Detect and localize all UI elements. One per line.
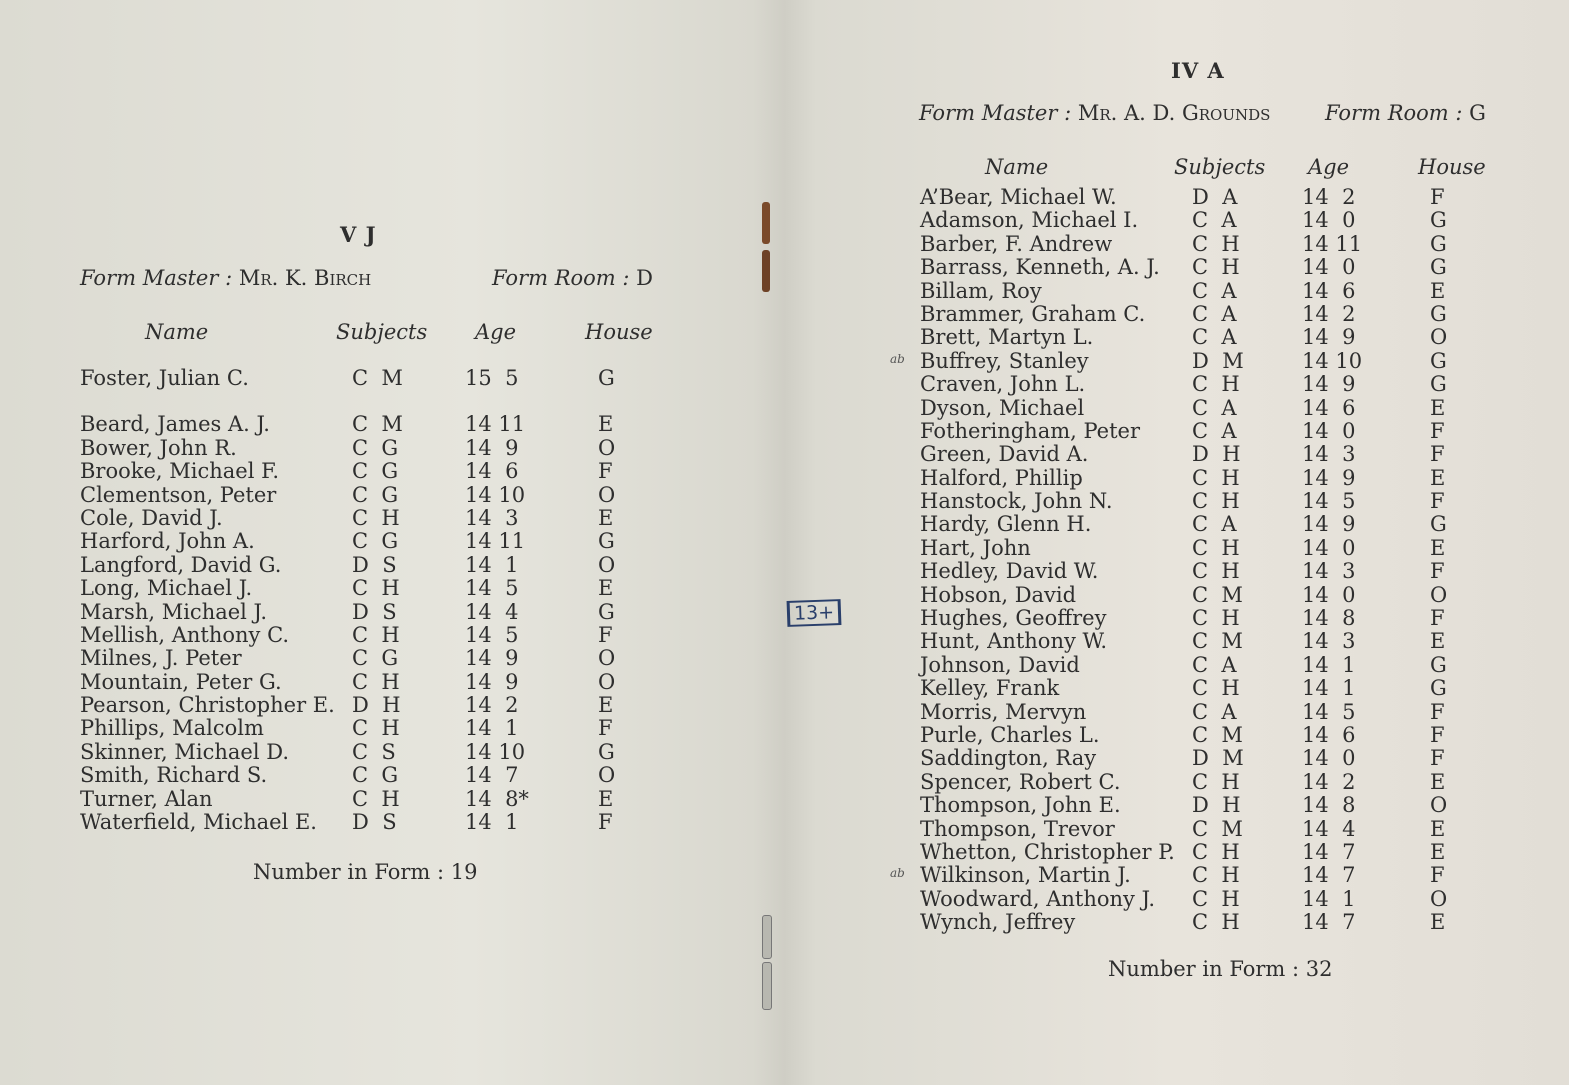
table-row (80, 484, 680, 507)
row-house: E (1430, 769, 1446, 794)
table-row (920, 771, 1540, 794)
form-master-label: Form Master : (80, 266, 233, 290)
form-room-value: D (636, 266, 653, 290)
row-subjects: C H (352, 622, 400, 647)
row-subjects: C A (1192, 652, 1237, 677)
row-age: 14 11 (465, 412, 526, 437)
row-age: 14 9 (465, 669, 519, 694)
row-age: 14 0 (1302, 418, 1356, 443)
row-name: Clementson, Peter (80, 482, 277, 507)
row-name: Barber, F. Andrew (920, 231, 1113, 256)
left-page (0, 0, 770, 1085)
row-name: Halford, Phillip (920, 465, 1083, 490)
row-age: 14 1 (465, 552, 519, 577)
table-row (920, 490, 1540, 513)
row-name: Purle, Charles L. (920, 722, 1100, 747)
row-house: E (1430, 465, 1446, 490)
row-subjects: C G (352, 763, 399, 788)
row-house: F (1430, 722, 1445, 747)
row-house: F (598, 810, 613, 835)
row-house: G (1430, 372, 1447, 397)
table-row (920, 326, 1540, 349)
row-age: 14 7 (1302, 839, 1356, 864)
table-row (80, 530, 680, 553)
row-house: O (1430, 793, 1448, 818)
row-house: E (1430, 629, 1446, 654)
form-title: IV A (1171, 58, 1225, 83)
header-house: House (1418, 155, 1486, 179)
row-age: 14 8* (465, 786, 529, 811)
row-subjects: C G (352, 459, 399, 484)
row-subjects: C H (352, 716, 400, 741)
staple-bottom-1 (762, 915, 772, 959)
row-name: Waterfield, Michael E. (80, 810, 317, 835)
row-age: 14 9 (1302, 372, 1356, 397)
row-house: F (1430, 699, 1445, 724)
form-room-value: G (1469, 101, 1486, 125)
row-name: Buffrey, Stanley (920, 348, 1089, 373)
row-age: 14 5 (1302, 699, 1356, 724)
header-subjects: Subjects (336, 320, 428, 344)
row-subjects: C G (352, 529, 399, 554)
table-row (80, 811, 680, 834)
row-name: Hughes, Geoffrey (920, 606, 1107, 631)
row-age: 14 0 (1302, 746, 1356, 771)
row-house: G (1430, 676, 1447, 701)
table-row (920, 818, 1540, 841)
row-house: G (1430, 652, 1447, 677)
row-age: 14 8 (1302, 606, 1356, 631)
row-subjects: C M (1192, 582, 1243, 607)
row-subjects: C H (1192, 839, 1240, 864)
table-row (920, 256, 1540, 279)
row-age: 14 1 (465, 716, 519, 741)
row-age: 14 3 (1302, 629, 1356, 654)
table-row (80, 717, 680, 740)
row-subjects: C H (1192, 886, 1240, 911)
row-house: F (1430, 746, 1445, 771)
table-row (920, 584, 1540, 607)
staple-top-1 (762, 202, 770, 244)
table-row (80, 367, 680, 390)
row-subjects: C H (1192, 255, 1240, 280)
row-age: 14 6 (465, 459, 519, 484)
row-name: Brammer, Graham C. (920, 301, 1146, 326)
row-house: G (1430, 255, 1447, 280)
number-in-form: Number in Form : 32 (1108, 957, 1333, 981)
row-subjects: C M (352, 366, 403, 390)
row-age: 14 2 (465, 693, 519, 718)
left-table (80, 367, 680, 834)
row-subjects: C H (1192, 606, 1240, 631)
row-house: E (1430, 395, 1446, 420)
row-house: E (1430, 535, 1446, 560)
row-name: Woodward, Anthony J. (920, 886, 1156, 911)
row-house: F (1430, 606, 1445, 631)
row-name: Mellish, Anthony C. (80, 622, 290, 647)
table-row (80, 413, 680, 436)
row-name: Spencer, Robert C. (920, 769, 1121, 794)
row-age: 14 10 (465, 482, 526, 507)
row-house: E (598, 505, 614, 530)
form-room (1325, 101, 1486, 125)
row-age: 14 3 (465, 505, 519, 530)
table-row (920, 209, 1540, 232)
row-subjects: C H (1192, 489, 1240, 514)
row-name: Harford, John A. (80, 529, 255, 554)
row-subjects: C A (1192, 325, 1237, 350)
row-name: Barrass, Kenneth, A. J. (920, 255, 1160, 280)
row-age: 14 7 (1302, 910, 1356, 935)
row-house: G (1430, 301, 1447, 326)
table-row (80, 624, 680, 647)
row-house: E (1430, 910, 1446, 935)
table-row (920, 888, 1540, 911)
row-name: Morris, Mervyn (920, 699, 1087, 724)
table-row (80, 601, 680, 624)
row-age: 14 0 (1302, 535, 1356, 560)
row-house: E (598, 412, 614, 437)
table-row (80, 764, 680, 787)
row-name: Saddington, Ray (920, 746, 1097, 771)
row-name: Bower, John R. (80, 435, 237, 460)
row-name: Skinner, Michael D. (80, 739, 289, 764)
row-age: 14 9 (1302, 325, 1356, 350)
table-row (80, 694, 680, 717)
row-house: G (598, 739, 615, 764)
row-house: G (1430, 512, 1447, 537)
row-age: 14 9 (465, 435, 519, 460)
right-page (775, 0, 1569, 1085)
row-subjects: C A (1192, 278, 1237, 303)
header-name: Name (985, 155, 1049, 179)
row-subjects: C H (1192, 910, 1240, 935)
staple-top-2 (762, 250, 770, 292)
header-age: Age (1308, 155, 1350, 179)
margin-note: ab (890, 352, 905, 366)
row-name: Cole, David J. (80, 505, 223, 530)
row-house: F (1430, 489, 1445, 514)
table-row (920, 186, 1540, 209)
row-name: Foster, Julian C. (80, 366, 249, 390)
header-name: Name (145, 320, 209, 344)
row-age: 14 9 (465, 646, 519, 671)
row-age: 14 3 (1302, 559, 1356, 584)
margin-note: ab (890, 866, 905, 880)
row-subjects: D M (1192, 348, 1244, 373)
row-age: 14 5 (465, 622, 519, 647)
table-row (920, 373, 1540, 396)
row-age: 14 11 (465, 529, 526, 554)
form-master-name: Mr. K. Birch (238, 266, 372, 290)
row-name: Hardy, Glenn H. (920, 512, 1092, 537)
row-name: Brett, Martyn L. (920, 325, 1094, 350)
table-row (920, 467, 1540, 490)
row-name: Craven, John L. (920, 372, 1086, 397)
row-age: 15 5 (465, 366, 519, 390)
form-master (80, 266, 371, 290)
row-house: G (1430, 231, 1447, 256)
row-house: G (598, 366, 615, 390)
row-subjects: C A (1192, 512, 1237, 537)
staple-bottom-2 (762, 962, 772, 1010)
table-row (920, 747, 1540, 770)
handwritten-stamp: 13+ (787, 599, 842, 627)
row-house: F (598, 459, 613, 484)
row-age: 14 1 (465, 810, 519, 835)
row-subjects: C G (352, 482, 399, 507)
row-age: 14 2 (1302, 769, 1356, 794)
table-row (920, 724, 1540, 747)
row-house: F (598, 622, 613, 647)
row-house: F (1430, 185, 1445, 209)
row-age: 14 1 (1302, 676, 1356, 701)
row-age: 14 3 (1302, 442, 1356, 467)
row-age: 14 10 (1302, 348, 1363, 373)
row-name: Mountain, Peter G. (80, 669, 282, 694)
row-age: 14 4 (1302, 816, 1356, 841)
row-name: Phillips, Malcolm (80, 716, 264, 741)
table-row (920, 537, 1540, 560)
table-row (920, 607, 1540, 630)
row-age: 14 9 (1302, 465, 1356, 490)
table-row (80, 788, 680, 811)
row-name: Green, David A. (920, 442, 1089, 467)
table-row (920, 420, 1540, 443)
row-name: Wynch, Jeffrey (920, 910, 1076, 935)
row-age: 14 7 (1302, 863, 1356, 888)
table-row (920, 350, 1540, 373)
row-age: 14 5 (1302, 489, 1356, 514)
row-subjects: C M (1192, 722, 1243, 747)
form-master-name: Mr. A. D. Grounds (1077, 101, 1271, 125)
row-age: 14 5 (465, 576, 519, 601)
row-name: Langford, David G. (80, 552, 282, 577)
row-subjects: C M (1192, 629, 1243, 654)
row-subjects: C H (1192, 231, 1240, 256)
row-subjects: C A (1192, 301, 1237, 326)
table-row (920, 397, 1540, 420)
row-age: 14 1 (1302, 886, 1356, 911)
header-house: House (585, 320, 653, 344)
table-row (920, 513, 1540, 536)
row-subjects: C A (1192, 208, 1237, 233)
table-row (920, 864, 1540, 887)
form-master-label: Form Master : (919, 101, 1072, 125)
row-subjects: D S (352, 552, 397, 577)
row-house: O (1430, 886, 1448, 911)
row-name: Hobson, David (920, 582, 1077, 607)
row-house: G (1430, 348, 1447, 373)
row-house: E (1430, 816, 1446, 841)
row-age: 14 7 (465, 763, 519, 788)
row-subjects: D H (352, 693, 401, 718)
row-name: Thompson, John E. (920, 793, 1121, 818)
row-name: Johnson, David (920, 652, 1080, 677)
form-title: V J (340, 222, 377, 247)
row-name: Hart, John (920, 535, 1031, 560)
row-subjects: C H (1192, 535, 1240, 560)
table-row (920, 841, 1540, 864)
row-subjects: D S (352, 810, 397, 835)
row-age: 14 2 (1302, 185, 1356, 209)
table-row (920, 701, 1540, 724)
row-house: E (1430, 839, 1446, 864)
row-house: O (598, 435, 616, 460)
row-subjects: C H (352, 669, 400, 694)
row-subjects: C G (352, 435, 399, 460)
row-age: 14 4 (465, 599, 519, 624)
row-house: E (598, 693, 614, 718)
row-subjects: C H (1192, 372, 1240, 397)
table-row (80, 460, 680, 483)
row-name: Thompson, Trevor (920, 816, 1115, 841)
row-name: Brooke, Michael F. (80, 459, 280, 484)
row-subjects: C H (1192, 676, 1240, 701)
table-row (920, 911, 1540, 934)
row-house: E (1430, 278, 1446, 303)
row-name: Kelley, Frank (920, 676, 1060, 701)
form-room (492, 266, 653, 290)
row-house: O (598, 552, 616, 577)
table-row (80, 671, 680, 694)
row-house: F (1430, 442, 1445, 467)
row-name: Whetton, Christopher P. (920, 839, 1175, 864)
row-name: Pearson, Christopher E. (80, 693, 335, 718)
row-house: G (1430, 208, 1447, 233)
row-house: E (598, 576, 614, 601)
row-house: F (1430, 863, 1445, 888)
row-age: 14 9 (1302, 512, 1356, 537)
row-subjects: C G (352, 646, 399, 671)
row-subjects: C A (1192, 395, 1237, 420)
row-house: F (1430, 418, 1445, 443)
form-master (919, 101, 1270, 125)
table-row (920, 303, 1540, 326)
row-name: Milnes, J. Peter (80, 646, 242, 671)
table-row (920, 677, 1540, 700)
row-name: Billam, Roy (920, 278, 1042, 303)
row-name: Wilkinson, Martin J. (920, 863, 1131, 888)
table-row (80, 437, 680, 460)
row-age: 14 0 (1302, 208, 1356, 233)
table-row (920, 443, 1540, 466)
table-row (920, 794, 1540, 817)
form-room-label: Form Room : (1325, 101, 1463, 125)
row-name: Hedley, David W. (920, 559, 1099, 584)
row-name: Hanstock, John N. (920, 489, 1113, 514)
row-age: 14 0 (1302, 255, 1356, 280)
row-subjects: D M (1192, 746, 1244, 771)
row-house: G (598, 529, 615, 554)
row-subjects: C A (1192, 699, 1237, 724)
table-row (920, 280, 1540, 303)
row-age: 14 6 (1302, 395, 1356, 420)
table-row (920, 560, 1540, 583)
row-house: O (598, 669, 616, 694)
row-subjects: C H (1192, 863, 1240, 888)
row-subjects: D H (1192, 442, 1241, 467)
right-table (920, 186, 1540, 935)
row-age: 14 6 (1302, 722, 1356, 747)
row-subjects: C H (352, 576, 400, 601)
row-age: 14 10 (465, 739, 526, 764)
table-row (920, 630, 1540, 653)
row-house: O (598, 763, 616, 788)
row-name: Fotheringham, Peter (920, 418, 1141, 443)
table-row (920, 654, 1540, 677)
table-row (80, 554, 680, 577)
row-house: O (1430, 582, 1448, 607)
row-name: Turner, Alan (80, 786, 213, 811)
row-house: O (598, 482, 616, 507)
row-house: O (1430, 325, 1448, 350)
form-room-label: Form Room : (492, 266, 630, 290)
row-subjects: C H (1192, 769, 1240, 794)
table-row (80, 647, 680, 670)
row-name: Marsh, Michael J. (80, 599, 268, 624)
row-name: Hunt, Anthony W. (920, 629, 1108, 654)
row-subjects: D H (1192, 793, 1241, 818)
row-age: 14 6 (1302, 278, 1356, 303)
row-age: 14 2 (1302, 301, 1356, 326)
table-row (80, 507, 680, 530)
row-name: Beard, James A. J. (80, 412, 270, 437)
row-subjects: C H (352, 505, 400, 530)
row-age: 14 0 (1302, 582, 1356, 607)
row-name: Smith, Richard S. (80, 763, 268, 788)
header-subjects: Subjects (1174, 155, 1266, 179)
row-subjects: C H (352, 786, 400, 811)
row-subjects: C M (352, 412, 403, 437)
row-house: G (598, 599, 615, 624)
row-house: F (1430, 559, 1445, 584)
row-name: A’Bear, Michael W. (920, 185, 1117, 209)
row-subjects: C H (1192, 465, 1240, 490)
number-in-form: Number in Form : 19 (253, 860, 478, 884)
row-name: Dyson, Michael (920, 395, 1085, 420)
row-name: Long, Michael J. (80, 576, 253, 601)
header-age: Age (475, 320, 517, 344)
row-house: F (598, 716, 613, 741)
row-subjects: C M (1192, 816, 1243, 841)
row-subjects: C A (1192, 418, 1237, 443)
table-row (80, 577, 680, 600)
row-subjects: C S (352, 739, 396, 764)
row-subjects: C H (1192, 559, 1240, 584)
row-age: 14 11 (1302, 231, 1363, 256)
row-subjects: D S (352, 599, 397, 624)
table-row (80, 741, 680, 764)
row-age: 14 8 (1302, 793, 1356, 818)
row-house: O (598, 646, 616, 671)
row-age: 14 1 (1302, 652, 1356, 677)
row-subjects: D A (1192, 185, 1238, 209)
row-name: Adamson, Michael I. (920, 208, 1139, 233)
row-house: E (598, 786, 614, 811)
table-row (920, 233, 1540, 256)
